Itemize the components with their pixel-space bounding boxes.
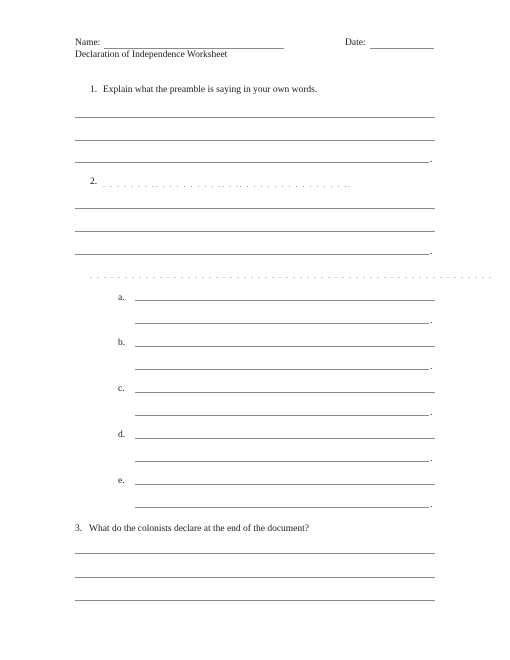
- answer-line[interactable]: [75, 140, 435, 141]
- answer-line[interactable]: [135, 438, 435, 439]
- question-3-number: 3.: [75, 524, 83, 534]
- answer-line[interactable]: [135, 507, 429, 508]
- question-3-text: What do the colonists declare at the end of the document?: [89, 524, 310, 534]
- sub-item-b-label: b.: [118, 338, 126, 348]
- question-2-number: 2.: [90, 177, 98, 187]
- answer-line-period: .: [430, 408, 433, 418]
- sub-item-e-label: e.: [118, 476, 125, 486]
- answer-line[interactable]: [75, 162, 429, 163]
- answer-line-period: .: [430, 500, 433, 510]
- sub-item-d-label: d.: [118, 430, 126, 440]
- worksheet-title: Declaration of Independence Worksheet: [75, 50, 228, 60]
- answer-line[interactable]: [135, 415, 429, 416]
- answer-line[interactable]: [75, 231, 435, 232]
- answer-line[interactable]: [135, 323, 429, 324]
- answer-line-period: .: [430, 454, 433, 464]
- answer-line[interactable]: [75, 553, 435, 554]
- answer-line[interactable]: [75, 600, 435, 601]
- sub-item-c-label: c.: [118, 384, 125, 394]
- question-1-text: Explain what the preamble is saying in your own words.: [103, 85, 318, 95]
- answer-line[interactable]: [135, 461, 429, 462]
- answer-line[interactable]: [135, 300, 435, 301]
- date-label: Date:: [345, 38, 366, 48]
- question-2-text: . . . . . . . .. . . . . . . . . .. . .. . . . . . . . . . . . . . . ..: [103, 180, 352, 189]
- answer-line[interactable]: [75, 577, 435, 578]
- sub-item-a-label: a.: [118, 293, 125, 303]
- answer-line[interactable]: [75, 117, 435, 118]
- answer-line[interactable]: [135, 369, 429, 370]
- answer-line[interactable]: [135, 392, 435, 393]
- answer-line[interactable]: [75, 208, 435, 209]
- name-label: Name:: [75, 38, 101, 48]
- answer-line-period: .: [430, 316, 433, 326]
- answer-line[interactable]: [135, 484, 435, 485]
- answer-line-period: .: [430, 247, 433, 257]
- answer-line-period: .: [430, 362, 433, 372]
- answer-line[interactable]: [135, 346, 435, 347]
- question-prompt-text: . . . . . . . . . . . . . . . . . . . . . . . . . . . . . . . . . . . . . . . . . . . . . . . . . . . . . . . . . .: [90, 271, 493, 280]
- name-field-line[interactable]: [104, 48, 284, 49]
- answer-line[interactable]: [75, 254, 429, 255]
- question-1-number: 1.: [90, 85, 98, 95]
- date-field-line[interactable]: [370, 48, 434, 49]
- answer-line-period: .: [430, 155, 433, 165]
